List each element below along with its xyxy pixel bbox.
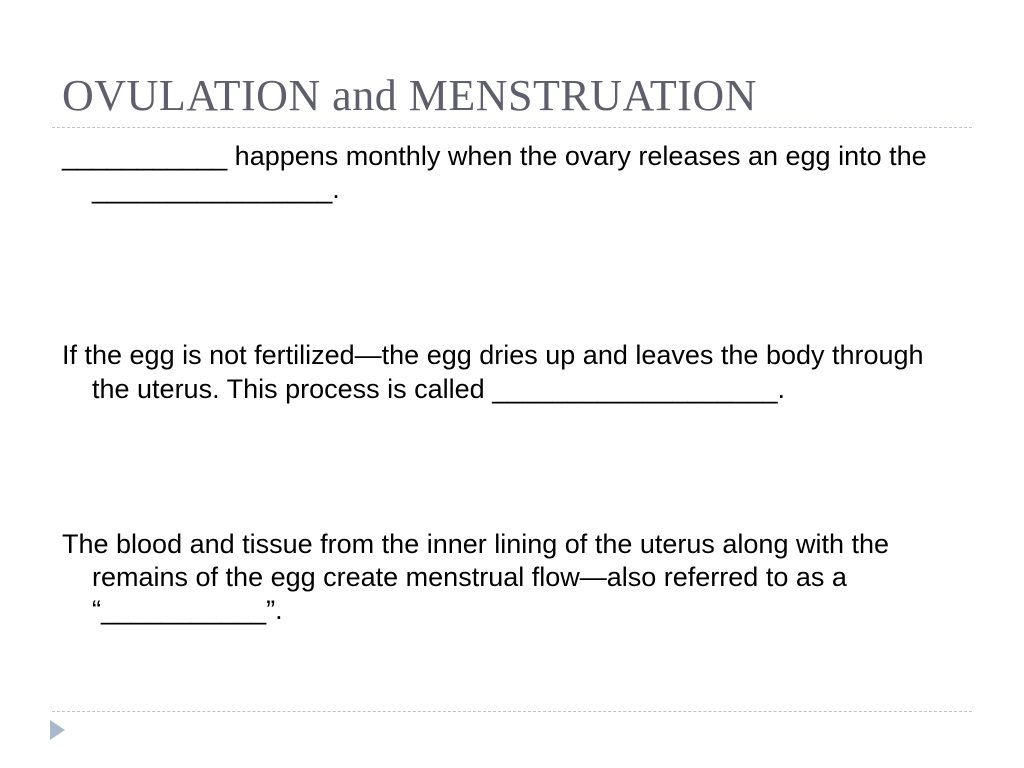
- play-arrow-icon[interactable]: [50, 720, 65, 740]
- paragraph-ovulation: [62, 140, 962, 206]
- paragraph-text: The blood and tissue from the inner lining of the uterus along with the remains of the egg create menstrual flow—also referred to as a “___________”.: [62, 529, 890, 625]
- paragraph-text: ___________ happens monthly when the ovary releases an egg into the ________________.: [62, 141, 927, 204]
- paragraph-menstruation: [62, 338, 962, 406]
- title-divider: [52, 127, 972, 128]
- paragraph-menstrual-flow: [62, 528, 962, 627]
- paragraph-text: If the egg is not fertilized—the egg dries up and leaves the body through the uterus. This process is called ___________________.: [62, 340, 924, 404]
- slide-title: OVULATION and MENSTRUATION: [62, 71, 757, 120]
- footer-divider: [52, 711, 972, 712]
